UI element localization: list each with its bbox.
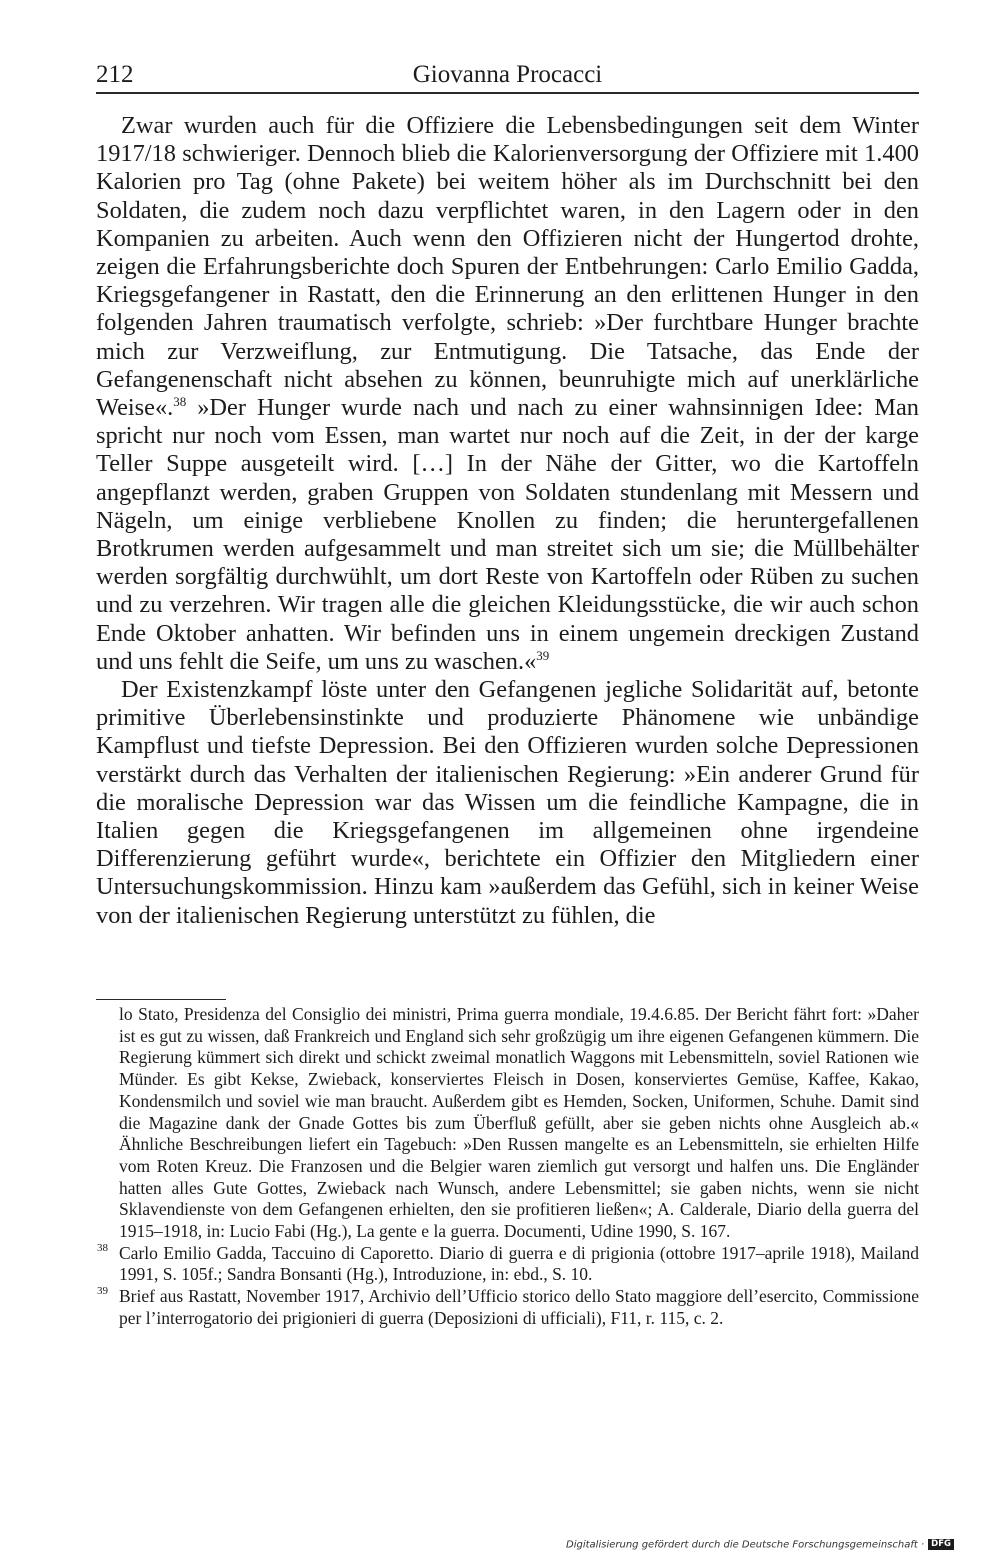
page-number: 212 (96, 61, 134, 88)
paragraph: Der Existenzkampf löste unter den Gefangenen jegliche Solidarität auf, betonte primitive Überlebensinstinkte und produzierte Phänomene wie unbändige Kampflust und tiefste Depression. Bei den Offizieren wurden solche Depressionen verstärkt durch das Verhalten der italienischen Regierung: »Ein anderer Grund für die moralische Depression war das Wissen um die feindliche Kampagne, die in Italien gegen die Kriegsgefangenen im allgemeinen ohne irgendeine Differenzierung geführt wurde«, berichtete ein Offizier den Mitgliedern einer Untersuchungskommission. Hinzu kam »außerdem das Gefühl, sich in keiner Weise von der italienischen Regierung unterstützt zu fühlen, die (96, 676, 919, 929)
footnote-number: 39 (97, 1285, 108, 1298)
footnote (97, 1285, 919, 1329)
running-head (96, 58, 919, 92)
footnote-continued: lo Stato, Presidenza del Consiglio dei ministri, Prima guerra mondiale, 19.4.6.85. Der Bericht fährt fort: »Daher ist es gut zu wissen, daß Frankreich und England sich sehr großzügig um ihre eigenen Gefangenen kümmern. Die Regierung kümmert sich direkt und schickt zweimal monatlich Waggons mit Lebensmitteln, soviel Rationen wie Münder. Es gibt Kekse, Zwieback, konserviertes Fleisch in Dosen, konserviertes Gemüse, Kaffee, Kakao, Kondensmilch und soviel wie man braucht. Außerdem gibt es Hemden, Socken, Uniformen, Schuhe. Damit sind die Magazine dank der Gnade Gottes bis zum Überfluß gefüllt, aber sie geben nichts ohne Ausgleich ab.« Ähnliche Beschreibungen liefert ein Tagebuch: »Den Russen mangelte es an Lebensmitteln, sie erhielten Hilfe vom Roten Kreuz. Die Franzosen und die Belgier waren ziemlich gut versorgt und halfen uns. Die Engländer hatten alles Gute Gottes, Zwieback nach Wunsch, andere Lebensmittel; sie gaben nichts, wenn sie nicht Sklavendienste von dem Gefangenen erhielten, den sie profitieren ließen«; A. Calderale, Diario della guerra del 1915–1918, in: Lucio Fabi (Hg.), La gente e la guerra. Documenti, Udine 1990, S. 167. (119, 1004, 919, 1242)
paragraph-text: »Der Hunger wurde nach und nach zu einer wahnsinnigen Idee: Man spricht nur noch vom Essen, man wartet nur noch auf die Zeit, in der der karge Teller Suppe ausgeteilt wird. […] In der Nähe der Gitter, wo die Kartoffeln angepflanzt werden, graben Gruppen von Soldaten stundenlang mit Messern und Nägeln, um einige verbliebene Knollen zu finden; die heruntergefallenen Brotkrumen werden aufgesammelt und man streitet sich um sie; die Müllbehälter werden sorgfältig durchwühlt, um dort Reste von Kartoffeln oder Rüben zu suchen und zu verzehren. Wir tragen alle die gleichen Kleidungsstücke, die wir auch schon Ende Oktober anhatten. Wir befinden uns in einem ungemein dreckigen Zustand und uns fehlt die Seife, um uns zu waschen.« (96, 394, 919, 675)
paragraph (96, 112, 919, 676)
digitization-notice (566, 1539, 954, 1552)
footnote-text: Carlo Emilio Gadda, Taccuino di Caporetto. Diario di guerra e di prigionia (ottobre 1917–aprile 1918), Mailand 1991, S. 105f.; Sandra Bonsanti (Hg.), Introduzione, in: ebd., S. 10. (119, 1242, 919, 1285)
footnote-number: 38 (97, 1241, 108, 1254)
running-title: Giovanna Procacci (412, 61, 603, 88)
footnote-reference: 39 (536, 647, 550, 663)
footnote (97, 1241, 919, 1286)
dfg-logo: DFG (928, 1539, 954, 1550)
footnote-rule (96, 999, 226, 1000)
header-rule (96, 92, 919, 94)
footnote-reference: 38 (173, 394, 187, 410)
paragraph-text: Zwar wurden auch für die Offiziere die Lebensbedingungen seit dem Winter 1917/18 schwieriger. Dennoch blieb die Kalorienversorgung der Offiziere mit 1.400 Kalorien pro Tag (ohne Pakete) bei weitem höher als im Durchschnitt bei den Soldaten, die zudem noch dazu verpflichtet waren, in den Lagern oder in den Kompanien zu arbeiten. Auch wenn den Offizieren nicht der Hungertod drohte, zeigen die Erfahrungsberichte doch Spuren der Entbehrungen: Carlo Emilio Gadda, Kriegsgefangener in Rastatt, den die Erinnerung an den erlittenen Hunger in den folgenden Jahren traumatisch verfolgte, schrieb: »Der furchtbare Hunger brachte mich zur Verzweiflung, zur Entmutigung. Die Tatsache, das Ende der Gefangenenschaft nicht absehen zu können, beunruhigte mich auf unerklärliche Weise«. (96, 112, 919, 422)
footnotes (97, 1004, 919, 1330)
main-text (96, 112, 919, 930)
footnote-text: Brief aus Rastatt, November 1917, Archivio dell’Ufficio storico dello Stato maggiore dell’esercito, Commissione per l’interrogatorio dei prigionieri di guerra (Deposizioni di ufficiali), F11, r. 115, c. 2. (119, 1286, 919, 1328)
digitization-notice-text: Digitalisierung gefördert durch die Deutsche Forschungsgemeinschaft · (566, 1539, 925, 1551)
